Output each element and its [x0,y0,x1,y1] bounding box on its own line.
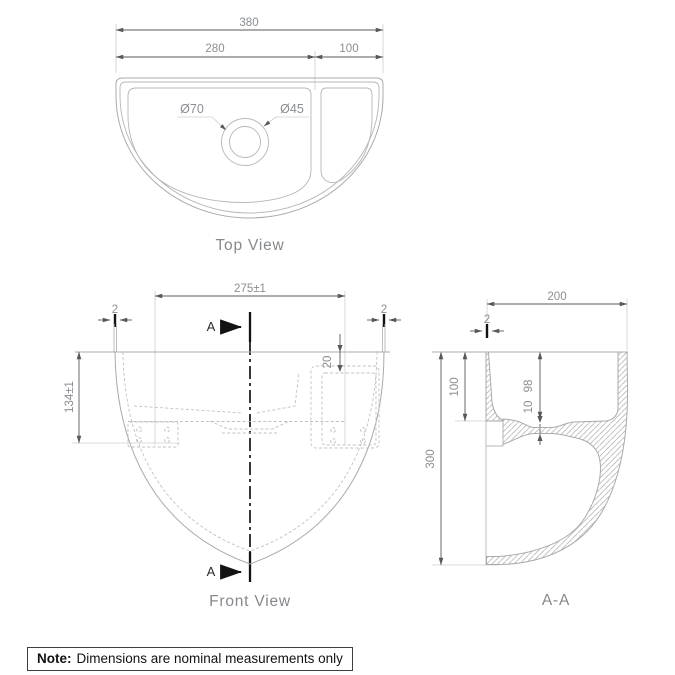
basin-rim-inner-outline [120,82,379,213]
front-view [64,283,401,610]
note-text: Dimensions are nominal measurements only [76,651,343,666]
section-view-title: A-A [541,592,571,609]
top-view [116,17,383,254]
basin-outer-outline [116,78,383,218]
dimension-arrow [337,365,342,372]
dimension-arrow [537,416,542,423]
dim-bowl-width-label: 280 [205,43,225,55]
section-basin-body [487,352,628,565]
dim-shelf-drop-label: 20 [322,355,334,369]
dim-wall-label: 2 [483,314,491,326]
leader-drain-outer [177,117,226,130]
note-box [27,647,353,671]
shelf-outline [321,88,372,183]
section-view [425,291,628,609]
dimension-arrow [537,434,542,441]
dim-drain-inner-label: Ø45 [280,102,304,116]
dimension-arrow [337,345,342,352]
dim-inner-depth-right-label: 98 [523,379,535,393]
section-marker-bottom-label: A [206,564,216,579]
dim-shelf-width-label: 100 [339,43,359,55]
dim-height-label: 300 [425,449,437,469]
section-left-wall [486,352,502,421]
dim-depth-label: 200 [547,291,567,303]
top-view-title: Top View [215,237,285,254]
section-marker-top-label: A [206,319,216,334]
dim-overall-width-label: 380 [239,17,259,29]
dim-floor-thickness-label: 10 [523,400,535,414]
hidden-fixing-holes [137,427,366,443]
dim-drain-outer-label: Ø70 [180,102,204,116]
hidden-bracket-right [322,373,376,445]
note-label: Note: [37,651,72,666]
hidden-bowl-floor-left [134,406,243,413]
dim-width-label: 275±1 [234,283,266,295]
leader-drain-inner [264,117,309,126]
drain-outer-circle [222,119,269,166]
front-view-title: Front View [209,593,291,610]
dim-rim-left-label: 2 [111,304,119,316]
dim-rim-right-label: 2 [380,304,388,316]
drain-inner-circle [230,127,261,158]
dim-inner-depth-left-label: 100 [449,377,461,397]
hidden-bowl-floor-right [257,372,299,413]
section-drain-boss [486,421,503,446]
dim-basin-depth-label: 134±1 [64,381,76,413]
